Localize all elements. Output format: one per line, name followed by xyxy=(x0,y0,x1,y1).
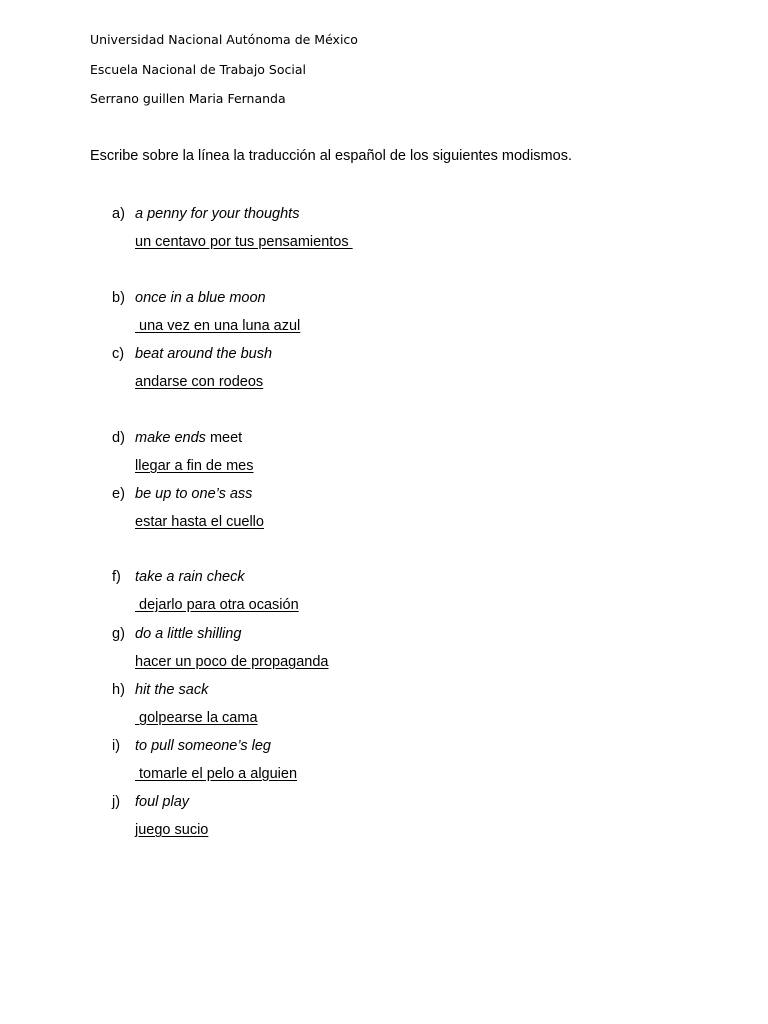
item-idiom xyxy=(135,345,272,363)
item-answer: un centavo por tus pensamientos xyxy=(135,234,353,250)
item-letter: e) xyxy=(112,486,125,502)
instructions-text: Escribe sobre la línea la traducción al español de los siguientes modismos. xyxy=(90,148,572,164)
idiom-text: do a little shilling xyxy=(135,626,242,642)
university-name: Universidad Nacional Autónoma de México xyxy=(90,32,358,47)
item-answer: golpearse la cama xyxy=(135,710,258,726)
item-letter: a) xyxy=(112,206,125,222)
item-letter: d) xyxy=(112,430,125,446)
item-idiom xyxy=(135,289,266,307)
idiom-text: to pull someone’s leg xyxy=(135,738,271,754)
idiom-text: foul play xyxy=(135,794,190,810)
idiom-suffix: meet xyxy=(205,430,243,446)
school-name: Escuela Nacional de Trabajo Social xyxy=(90,62,306,77)
item-letter: j) xyxy=(112,794,121,810)
item-answer: tomarle el pelo a alguien xyxy=(135,766,298,782)
idiom-text: a penny for your thoughts xyxy=(135,206,300,222)
item-idiom xyxy=(135,625,241,643)
item-idiom xyxy=(135,568,245,586)
item-letter: b) xyxy=(112,290,125,306)
item-letter: c) xyxy=(112,346,125,362)
idiom-text: hit the sack xyxy=(135,682,209,698)
item-answer: llegar a fin de mes xyxy=(135,458,254,474)
item-idiom xyxy=(135,737,271,755)
item-letter: g) xyxy=(112,626,125,642)
item-idiom xyxy=(135,485,252,503)
item-letter: h) xyxy=(112,682,125,698)
idiom-text: once in a blue moon xyxy=(135,290,266,306)
idiom-text: make ends xyxy=(135,430,206,446)
idiom-text: be up to one’s ass xyxy=(135,486,253,502)
idiom-text: take a rain check xyxy=(135,569,245,585)
item-letter: i) xyxy=(112,738,121,754)
item-idiom xyxy=(135,793,189,811)
item-answer: dejarlo para otra ocasión xyxy=(135,597,299,613)
idiom-text: beat around the bush xyxy=(135,346,273,362)
item-answer: andarse con rodeos xyxy=(135,374,264,390)
item-idiom xyxy=(135,429,242,447)
item-letter: f) xyxy=(112,569,121,585)
item-idiom xyxy=(135,681,208,699)
item-answer: juego sucio xyxy=(135,822,209,838)
item-idiom xyxy=(135,205,299,223)
student-name: Serrano guillen Maria Fernanda xyxy=(90,91,286,106)
item-answer: hacer un poco de propaganda xyxy=(135,654,329,670)
item-answer: una vez en una luna azul xyxy=(135,318,301,334)
item-answer: estar hasta el cuello xyxy=(135,514,264,530)
